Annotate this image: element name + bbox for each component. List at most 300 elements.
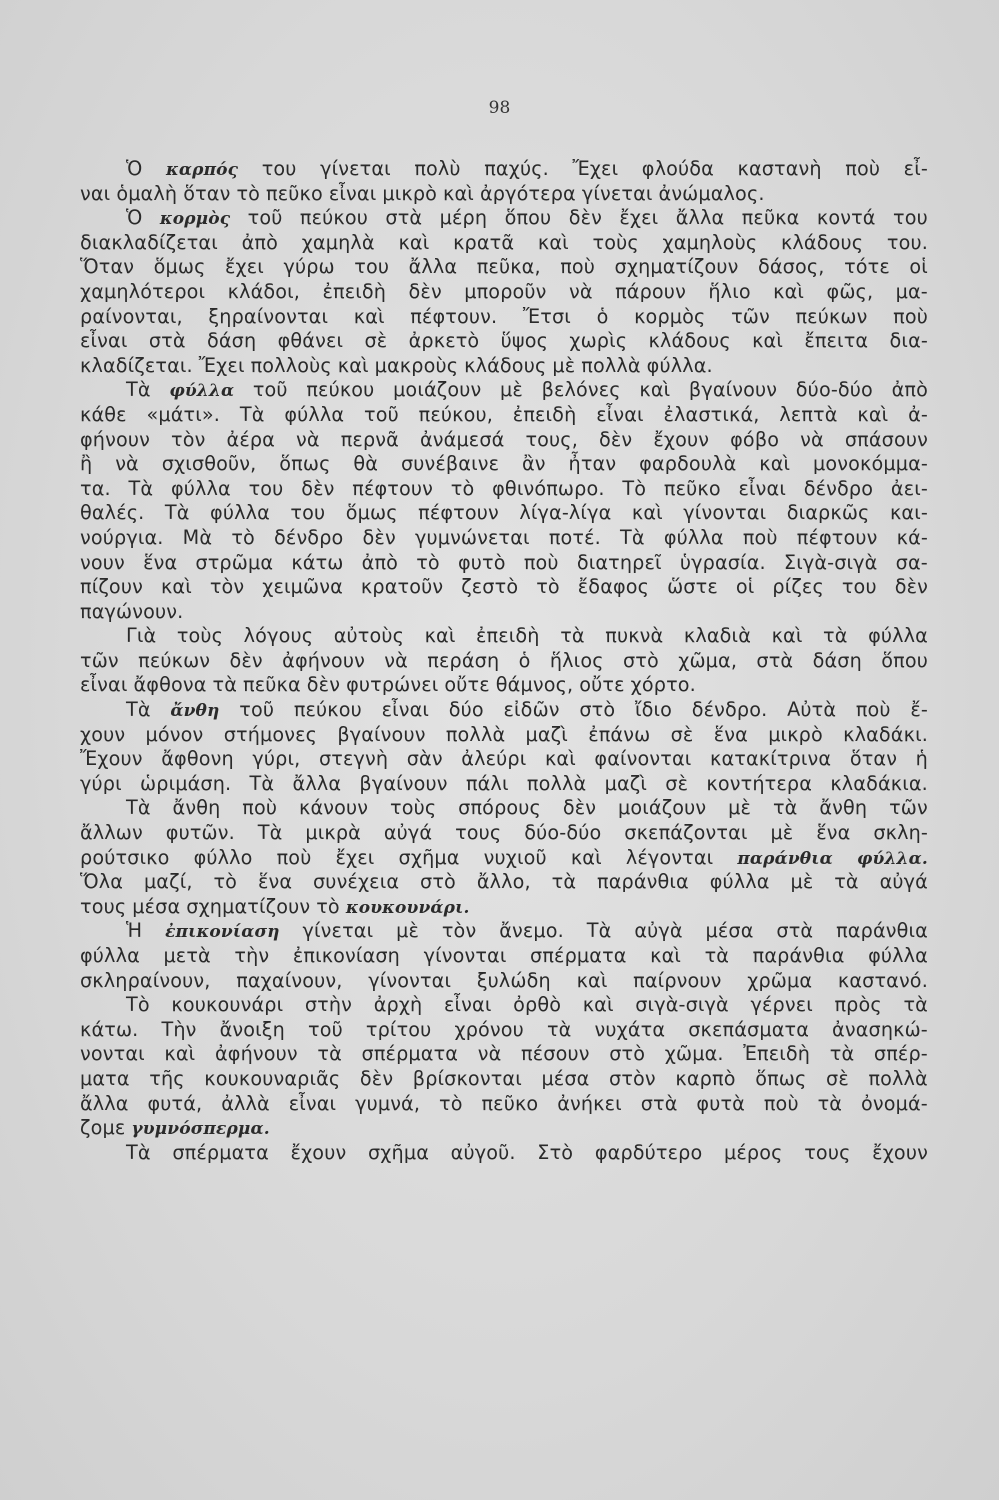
word	[624, 821, 747, 846]
word	[407, 747, 443, 772]
word	[750, 993, 812, 1018]
word	[258, 870, 292, 895]
word-fragment: πεύκων	[795, 304, 868, 328]
word-fragment: καὶ	[582, 993, 614, 1017]
word-fragment: πεῦκα	[243, 673, 301, 697]
word	[300, 206, 368, 231]
word-fragment: δένδρο	[803, 476, 874, 500]
word	[240, 403, 265, 428]
word-fragment: ἔδαφος	[577, 575, 650, 599]
word-fragment: τότε	[844, 255, 890, 279]
word	[481, 1092, 538, 1117]
word	[220, 1018, 285, 1043]
word-fragment: ἔχει	[619, 206, 659, 230]
word	[368, 1141, 429, 1166]
word-fragment: τὴν	[234, 944, 270, 967]
word-fragment: τοῦ	[247, 206, 283, 230]
word-fragment: ποὺ	[242, 796, 278, 820]
word	[146, 723, 204, 748]
word	[346, 501, 398, 526]
word	[382, 698, 429, 723]
word	[569, 280, 593, 305]
word	[836, 919, 928, 944]
word-fragment: πέσουν	[521, 1042, 590, 1066]
word-fragment: σπέρματα	[361, 1042, 459, 1066]
word	[736, 575, 755, 600]
word	[346, 673, 438, 698]
word-fragment: καὶ	[353, 304, 385, 328]
word-fragment: ἀει-	[890, 476, 928, 500]
word	[393, 378, 481, 403]
word-fragment: τρίτου	[365, 1017, 432, 1041]
word	[804, 1141, 850, 1166]
word-fragment: Ὁ	[126, 206, 143, 230]
word-fragment: φθινόπωρο.	[492, 476, 605, 500]
word-fragment: ἐπάνω	[588, 722, 651, 746]
word	[213, 673, 238, 698]
word	[881, 649, 928, 674]
text-line	[80, 280, 928, 305]
word-fragment: παράνθια	[752, 944, 845, 967]
text-line	[80, 206, 928, 231]
emphasized-term: καρπός	[165, 160, 239, 180]
word-fragment: μικρὸ	[768, 722, 823, 746]
word	[549, 526, 601, 551]
text-line	[80, 796, 928, 821]
word-fragment: δένδρο	[274, 525, 344, 549]
word-fragment: ἀνάμεσά	[419, 427, 505, 451]
word-fragment: ἥλιο	[708, 279, 751, 303]
word	[374, 993, 423, 1018]
word-fragment: σπόρους	[458, 796, 541, 820]
word-fragment: σὰν	[406, 747, 443, 771]
word-fragment: δὲν	[229, 648, 263, 672]
word	[890, 501, 928, 526]
word-fragment: στὰ	[640, 1091, 678, 1115]
word-fragment: συνέβαινε	[400, 452, 500, 476]
word	[796, 378, 873, 403]
word	[274, 526, 343, 551]
word	[787, 698, 836, 723]
word-fragment: γίνεται	[302, 919, 374, 943]
word-fragment: μαζὶ	[604, 771, 647, 795]
word	[415, 526, 530, 551]
word	[818, 1092, 843, 1117]
word	[665, 1042, 724, 1067]
word-fragment: σχῆμα	[398, 845, 460, 869]
word	[743, 1042, 810, 1067]
word-fragment: του	[248, 476, 284, 500]
word	[284, 403, 344, 428]
word-fragment: δὲν	[359, 1066, 394, 1090]
emphasized-term: ἄνθη	[170, 701, 220, 722]
word-fragment: φῶς,	[826, 279, 874, 303]
word	[183, 182, 230, 207]
word	[903, 993, 928, 1018]
word-fragment: παράνθια	[836, 919, 928, 943]
word-fragment: περάση	[427, 648, 500, 672]
word-fragment: κουκουναριᾶς	[204, 1066, 341, 1090]
word	[439, 1092, 463, 1117]
word-fragment: ἐπειδὴ	[476, 624, 540, 648]
word-fragment: Αὐτὰ	[787, 698, 837, 722]
word-fragment: πεῦκα,	[476, 255, 541, 279]
word	[664, 403, 760, 428]
word-fragment: καὶ	[771, 624, 803, 648]
emphasized-term: ἐπικονίαση	[165, 922, 280, 943]
word	[353, 452, 378, 477]
word-fragment: πέφτουν	[352, 476, 433, 500]
word-fragment: νὰ	[800, 427, 824, 451]
word-fragment: διατηρεῖ	[576, 550, 662, 574]
word	[827, 280, 874, 305]
text-line	[80, 723, 928, 748]
word-fragment: στρῶμα	[195, 550, 274, 574]
word-fragment: μα-	[895, 279, 928, 303]
word	[619, 206, 658, 231]
word	[278, 329, 344, 354]
word	[772, 624, 803, 649]
word-fragment: χρῶμα	[747, 968, 813, 992]
word	[513, 993, 561, 1018]
word	[579, 673, 624, 698]
word	[143, 551, 177, 576]
word-fragment: γίνονται	[423, 944, 507, 967]
word-fragment: τὰ	[560, 624, 585, 648]
word	[252, 747, 300, 772]
word	[80, 354, 193, 379]
word	[334, 624, 404, 649]
word-fragment: βρίσκονται	[412, 1066, 522, 1090]
word-fragment: Τὰ	[249, 771, 275, 795]
word	[455, 821, 501, 846]
word-fragment: κορμὸς	[634, 304, 706, 328]
word-fragment: πέφτουν	[796, 525, 878, 549]
text-line	[80, 624, 928, 649]
text-line	[80, 600, 928, 625]
word-fragment: καὶ	[639, 378, 671, 402]
word-fragment: Ὅταν	[80, 255, 135, 279]
word	[583, 993, 614, 1018]
word	[597, 305, 609, 330]
word	[126, 796, 151, 821]
word-fragment: κλάδους	[464, 353, 547, 377]
word	[908, 403, 928, 428]
word-fragment: τοὺς	[390, 796, 437, 820]
word	[126, 1141, 151, 1166]
word-fragment: πεῦκο	[266, 181, 323, 205]
word	[887, 231, 928, 256]
word	[563, 796, 596, 821]
word-fragment: οὔτε	[579, 673, 625, 697]
word	[910, 698, 928, 723]
word	[478, 1042, 502, 1067]
word	[80, 551, 125, 576]
word	[897, 526, 928, 551]
text-line	[80, 1018, 928, 1043]
word	[684, 624, 751, 649]
word	[753, 944, 845, 969]
word	[409, 255, 458, 280]
word	[504, 698, 560, 723]
text-line	[80, 501, 928, 526]
word-fragment: Τὰ	[126, 1140, 151, 1164]
word	[236, 969, 342, 994]
emphasized-term: φύλλα.	[856, 848, 928, 869]
word-fragment: Γιὰ	[126, 624, 157, 648]
word-fragment: δια-	[889, 329, 928, 353]
word	[477, 969, 551, 994]
word-fragment: ἐπειδὴ	[322, 279, 387, 303]
word-fragment: νυχιοῦ	[483, 845, 547, 869]
text-line	[80, 870, 928, 895]
word	[768, 723, 823, 748]
word	[282, 649, 365, 674]
word-fragment: νούργια.	[80, 525, 164, 549]
word	[773, 796, 798, 821]
word	[466, 772, 509, 797]
word-fragment: καὶ	[576, 968, 608, 992]
word-fragment: γύρω	[283, 255, 335, 279]
word	[140, 772, 231, 797]
word	[80, 747, 143, 772]
word	[631, 673, 696, 698]
word-fragment: τὰ	[772, 796, 798, 820]
word-fragment: τὰ	[829, 1042, 855, 1066]
word	[413, 1067, 522, 1092]
word-fragment: συνέχεια	[313, 870, 400, 894]
word	[360, 1067, 393, 1092]
word	[303, 919, 374, 944]
word	[615, 255, 739, 280]
word	[605, 772, 647, 797]
word-fragment: κουκουνάρι	[171, 993, 284, 1017]
word-fragment: μόνον	[145, 722, 204, 746]
word	[850, 747, 897, 772]
word-fragment: ἄνεμο.	[499, 919, 564, 943]
word-fragment: Τὸ	[622, 476, 647, 500]
word	[341, 428, 399, 453]
word	[80, 305, 183, 330]
word	[390, 796, 436, 821]
word	[857, 403, 888, 428]
word	[834, 993, 881, 1018]
word	[880, 870, 928, 895]
word	[667, 575, 718, 600]
word-fragment: λόγους	[243, 624, 314, 648]
word-fragment: τὸ	[316, 894, 340, 918]
word-fragment: φυτὸ	[458, 550, 506, 574]
word-fragment: μονοκόμμα-	[813, 452, 928, 476]
word-fragment: μὲ	[396, 919, 419, 943]
word-fragment: σα-	[895, 550, 928, 574]
word-fragment: τὰ	[834, 870, 859, 894]
text-line	[80, 329, 928, 354]
word-fragment: κλάδους	[648, 329, 731, 353]
word-fragment: πολλοὺς	[250, 353, 332, 377]
word-fragment: του	[261, 157, 297, 180]
emphasized-term: φύλλα	[169, 381, 235, 402]
word	[440, 206, 488, 231]
word	[772, 575, 824, 600]
word-fragment: του	[354, 255, 390, 279]
word	[294, 698, 362, 723]
word	[639, 452, 736, 477]
word	[659, 182, 765, 207]
word-fragment: Ἐπειδὴ	[743, 1042, 811, 1066]
word	[609, 1067, 656, 1092]
word	[524, 551, 559, 576]
word-fragment: εἶ-	[903, 157, 928, 180]
word-fragment: πολλὰ	[581, 353, 641, 377]
word	[790, 870, 813, 895]
word-fragment: μὲ	[770, 821, 794, 845]
word	[337, 723, 425, 748]
word-fragment: τὸν	[209, 575, 245, 599]
word-fragment: γύρι	[80, 771, 122, 795]
word-fragment: ἀνώμαλος.	[658, 181, 765, 205]
word	[154, 255, 206, 280]
word	[499, 919, 564, 944]
text-line	[80, 1141, 928, 1166]
word-fragment: καὶ	[337, 353, 369, 377]
word-fragment: ἦταν	[568, 452, 617, 476]
word-fragment: δάση	[812, 648, 862, 672]
word-fragment: φαρδουλὰ	[639, 452, 737, 476]
word	[243, 673, 301, 698]
word-fragment: δὲν	[562, 796, 597, 820]
word-fragment: ὅμως	[153, 255, 206, 279]
word-fragment: πέφτουν	[418, 501, 499, 525]
word-fragment: ἔχουν	[653, 427, 710, 451]
word	[743, 526, 778, 551]
text-line	[80, 649, 928, 674]
word-fragment: δὲν	[362, 525, 396, 549]
word	[242, 796, 277, 821]
word-fragment: κάνουν	[299, 796, 369, 820]
word	[705, 944, 730, 969]
word-fragment: τοὺς	[592, 230, 639, 254]
word	[776, 919, 813, 944]
word	[453, 231, 514, 256]
word-fragment: βγαίνουν	[337, 722, 426, 746]
word	[80, 329, 127, 354]
word-fragment: πεύκων	[138, 648, 211, 672]
word-fragment: τὸ	[213, 870, 238, 894]
word	[823, 624, 848, 649]
text-line	[80, 182, 928, 207]
word-fragment: δὲν	[599, 427, 633, 451]
word-fragment: Τὰ	[620, 525, 645, 549]
word	[634, 919, 682, 944]
word	[80, 870, 123, 895]
word-fragment: φύλλα	[663, 525, 724, 549]
word-fragment: μὲ	[500, 378, 523, 402]
word	[537, 1141, 573, 1166]
word	[832, 1018, 928, 1043]
word-fragment: τοῦ	[364, 402, 399, 426]
word-fragment: στὰ	[776, 919, 814, 943]
word	[622, 477, 646, 502]
word	[116, 182, 177, 207]
word	[813, 649, 862, 674]
word	[409, 329, 480, 354]
word-fragment: μὲ	[728, 796, 752, 820]
word	[724, 1141, 783, 1166]
word-fragment: δύο-δύο	[795, 378, 873, 402]
word	[228, 280, 300, 305]
word-fragment: και-	[889, 501, 928, 525]
word-fragment: τὰ	[546, 1017, 572, 1041]
word	[80, 846, 169, 871]
word-fragment: πέφτουν.	[410, 304, 498, 328]
word	[80, 895, 126, 920]
text-line	[80, 1092, 928, 1117]
word-fragment: ποὺ	[763, 1091, 799, 1115]
word	[545, 747, 576, 772]
emphasized-term: κουκουνάρι.	[345, 897, 470, 918]
word-fragment: μαζί,	[143, 870, 193, 894]
word-fragment: σπέρ-	[873, 1042, 928, 1066]
word-fragment: εἶναι	[80, 673, 128, 697]
word	[242, 231, 278, 256]
word	[171, 993, 283, 1018]
word	[451, 1141, 516, 1166]
word-fragment: φήνουν	[80, 427, 150, 451]
word-fragment: τους	[455, 821, 502, 845]
word-fragment: ἡ	[915, 747, 928, 771]
word	[384, 821, 432, 846]
word	[299, 796, 368, 821]
word	[844, 255, 890, 280]
word-fragment: ἐπειδὴ	[512, 402, 577, 426]
word-fragment: πεύκου,	[418, 402, 493, 426]
word	[302, 231, 375, 256]
word	[874, 1042, 928, 1067]
word	[505, 206, 552, 231]
word-fragment: αὐτοὺς	[333, 624, 404, 648]
word-fragment: γύρι,	[252, 747, 301, 771]
word-fragment: σκεπάσματα	[688, 1017, 809, 1041]
word	[688, 1018, 809, 1043]
word-fragment: φυτρώνει	[346, 673, 439, 697]
word	[317, 1042, 342, 1067]
word	[458, 551, 506, 576]
word-fragment: φαίνονται	[594, 747, 692, 771]
word-fragment: νὰ	[568, 279, 593, 303]
word	[678, 649, 737, 674]
word	[424, 944, 507, 969]
word-fragment: ἀπὸ	[241, 230, 278, 254]
word-fragment: ἄνοιξη	[219, 1017, 285, 1041]
word	[569, 206, 602, 231]
word	[579, 698, 615, 723]
word	[872, 1141, 928, 1166]
word-fragment: ποὺ	[523, 550, 559, 574]
word	[650, 944, 681, 969]
word	[826, 1067, 849, 1092]
word-fragment: του	[841, 575, 877, 599]
word	[552, 354, 575, 379]
word	[133, 673, 206, 698]
word	[384, 649, 408, 674]
word	[289, 1092, 336, 1117]
word-fragment: ἀφήνουν	[282, 648, 365, 672]
word-fragment: ἥλιος	[549, 648, 604, 672]
word	[526, 723, 568, 748]
word-fragment: στὰ	[385, 206, 423, 230]
word-fragment: καστανὴ	[737, 157, 822, 180]
